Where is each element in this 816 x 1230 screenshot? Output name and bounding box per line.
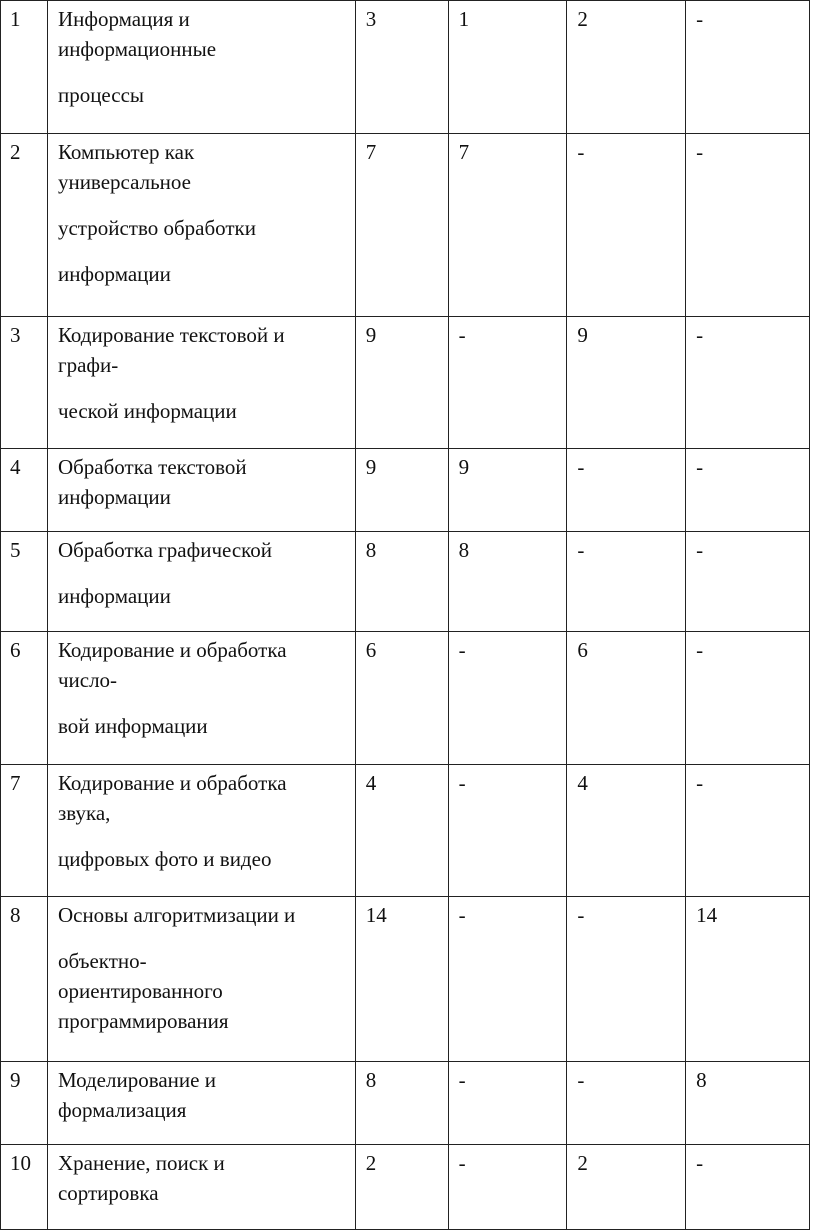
table-row — [1, 765, 810, 897]
topic-cell — [47, 1, 355, 134]
table-row — [1, 1, 810, 134]
table-row — [1, 1062, 810, 1145]
topic-line: информации — [57, 584, 171, 608]
topic-line: Обработка текстовой — [57, 455, 247, 479]
topic-cell — [47, 765, 355, 897]
hours-cell-col3: 2 — [567, 1, 686, 134]
topic-cell — [47, 897, 355, 1062]
topic-line: звука, — [57, 801, 111, 825]
topic-cell — [47, 532, 355, 632]
hours-cell-col2: - — [448, 632, 567, 765]
topic-line: универсальное — [57, 170, 191, 194]
hours-cell-col2: - — [448, 317, 567, 449]
topic-cell — [47, 134, 355, 317]
hours-cell-col3: 4 — [567, 765, 686, 897]
hours-cell-col2: - — [448, 1145, 567, 1230]
table-row — [1, 532, 810, 632]
topic-line: Кодирование и обработка — [57, 638, 287, 662]
topic-line: число- — [57, 668, 118, 692]
row-number-cell: 3 — [1, 317, 48, 449]
topic-line: информации — [57, 485, 171, 509]
topic-line: графи- — [57, 353, 119, 377]
topic-line: формализация — [57, 1098, 187, 1122]
hours-cell-col4: - — [686, 134, 810, 317]
hours-cell-col3: 9 — [567, 317, 686, 449]
hours-cell-col4: - — [686, 1145, 810, 1230]
row-number-cell: 10 — [1, 1145, 48, 1230]
topic-line: Основы алгоритмизации и — [57, 903, 296, 927]
topic-line: объектно- — [57, 949, 147, 973]
topic-line: Компьютер как — [57, 140, 195, 164]
hours-cell-col3: - — [567, 897, 686, 1062]
hours-cell-col2: - — [448, 897, 567, 1062]
hours-cell-col3: - — [567, 449, 686, 532]
row-number-cell: 8 — [1, 897, 48, 1062]
hours-cell-col3: - — [567, 134, 686, 317]
hours-cell-col4: - — [686, 632, 810, 765]
topic-cell — [47, 1062, 355, 1145]
topic-line: информации — [57, 262, 171, 286]
row-number-cell: 4 — [1, 449, 48, 532]
row-number-cell: 7 — [1, 765, 48, 897]
topic-line: Информация и — [57, 7, 190, 31]
row-number-cell: 5 — [1, 532, 48, 632]
table-row — [1, 632, 810, 765]
hours-cell-col4: - — [686, 317, 810, 449]
hours-cell-col3: 2 — [567, 1145, 686, 1230]
hours-cell-col4: - — [686, 532, 810, 632]
hours-cell-col1: 8 — [355, 1062, 448, 1145]
hours-cell-col2: 8 — [448, 532, 567, 632]
hours-cell-col3: - — [567, 532, 686, 632]
table-body — [1, 1, 810, 1230]
topic-line: Кодирование текстовой и — [57, 323, 285, 347]
hours-cell-col2: 7 — [448, 134, 567, 317]
hours-cell-col2: 1 — [448, 1, 567, 134]
table-row — [1, 134, 810, 317]
topic-line: Кодирование и обработка — [57, 771, 287, 795]
hours-cell-col1: 3 — [355, 1, 448, 134]
topic-cell — [47, 317, 355, 449]
topic-line: ческой информации — [57, 399, 237, 423]
table-row — [1, 449, 810, 532]
topic-line: ориентированного — [57, 979, 223, 1003]
topic-line: Хранение, поиск и — [57, 1151, 225, 1175]
topic-line: устройство обработки — [57, 216, 256, 240]
hours-cell-col1: 9 — [355, 449, 448, 532]
topic-line: вой информации — [57, 714, 208, 738]
hours-cell-col1: 2 — [355, 1145, 448, 1230]
row-number-cell: 9 — [1, 1062, 48, 1145]
table-row — [1, 897, 810, 1062]
hours-cell-col1: 8 — [355, 532, 448, 632]
topic-line: Моделирование и — [57, 1068, 216, 1092]
hours-cell-col4: 14 — [686, 897, 810, 1062]
hours-cell-col4: - — [686, 765, 810, 897]
topic-line: информационные — [57, 37, 217, 61]
table-row — [1, 317, 810, 449]
topic-line: цифровых фото и видео — [57, 847, 272, 871]
hours-cell-col4: - — [686, 1, 810, 134]
row-number-cell: 6 — [1, 632, 48, 765]
hours-cell-col1: 7 — [355, 134, 448, 317]
hours-cell-col1: 6 — [355, 632, 448, 765]
hours-cell-col1: 4 — [355, 765, 448, 897]
hours-cell-col3: 6 — [567, 632, 686, 765]
topic-line: сортировка — [57, 1181, 159, 1205]
topic-cell — [47, 449, 355, 532]
hours-cell-col3: - — [567, 1062, 686, 1145]
hours-cell-col1: 9 — [355, 317, 448, 449]
row-number-cell: 2 — [1, 134, 48, 317]
hours-cell-col4: - — [686, 449, 810, 532]
topic-cell — [47, 1145, 355, 1230]
hours-cell-col2: 9 — [448, 449, 567, 532]
hours-cell-col4: 8 — [686, 1062, 810, 1145]
topic-cell — [47, 632, 355, 765]
topic-line: программирования — [57, 1009, 229, 1033]
hours-cell-col2: - — [448, 1062, 567, 1145]
table-row — [1, 1145, 810, 1230]
hours-cell-col2: - — [448, 765, 567, 897]
row-number-cell: 1 — [1, 1, 48, 134]
hours-cell-col1: 14 — [355, 897, 448, 1062]
topic-line: Обработка графической — [57, 538, 273, 562]
topic-line: процессы — [57, 83, 145, 107]
